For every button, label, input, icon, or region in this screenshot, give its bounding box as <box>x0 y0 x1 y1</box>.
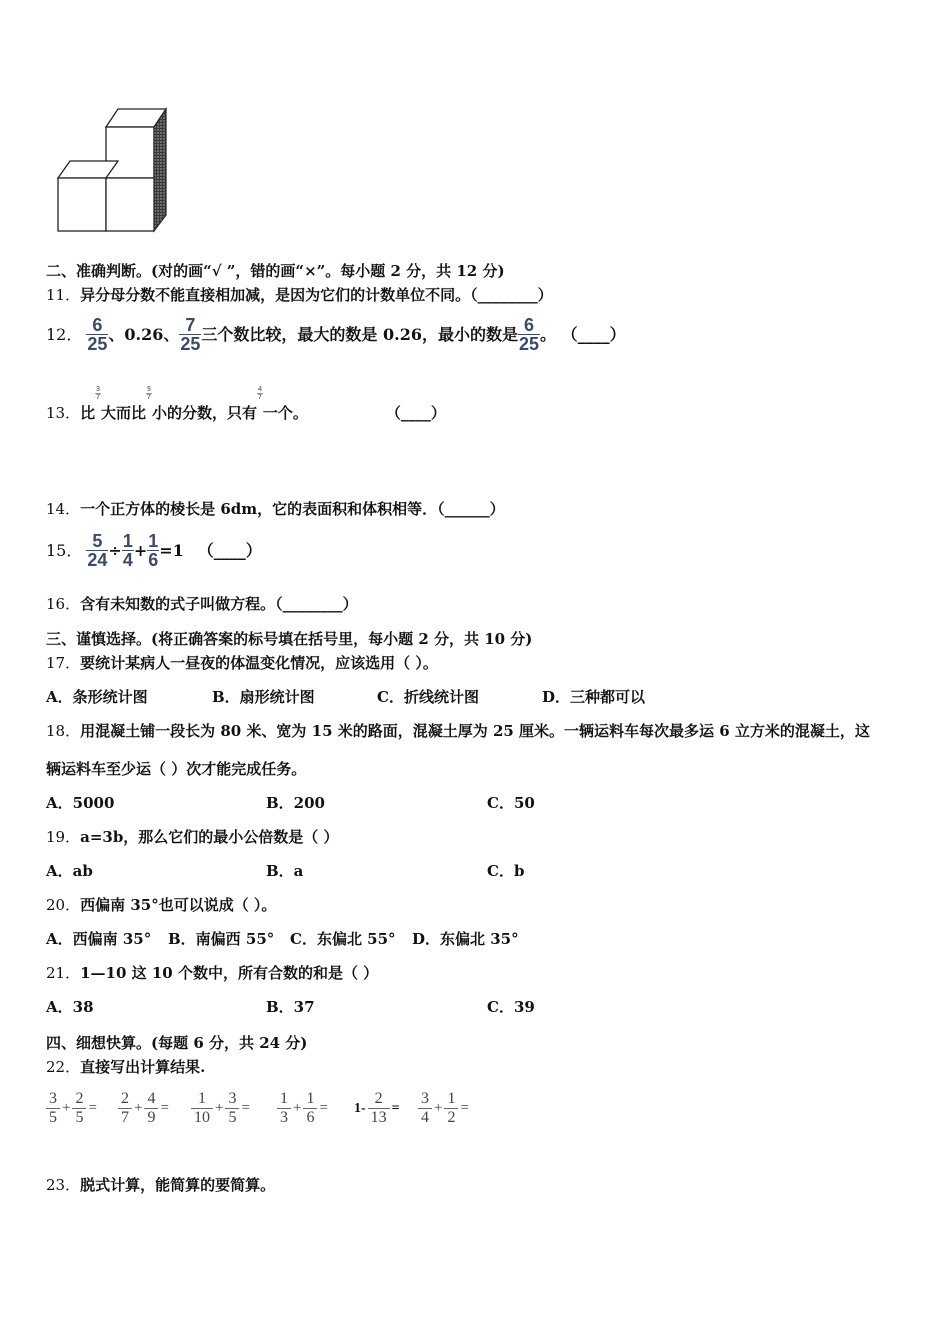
question-text: 1—10 这 10 个数中，所有合数的和是（ ） <box>80 964 379 982</box>
question-23 <box>46 1175 275 1195</box>
fraction: $\frac{3}{4}$ <box>418 1090 432 1127</box>
calc-expr-5 <box>352 1090 402 1127</box>
question-22 <box>46 1057 205 1077</box>
fraction: $\frac{1}{4}$ <box>122 531 133 570</box>
option-c[interactable]: C．折线统计图 <box>377 688 479 706</box>
question-number: 20． <box>46 896 81 914</box>
section-4-title: 四、细想快算。(每题 6 分，共 24 分) <box>46 1034 308 1052</box>
option-a[interactable]: A．5000 <box>46 794 115 812</box>
option-a[interactable]: A．ab <box>46 862 93 880</box>
equals-sign: = <box>241 1100 250 1116</box>
question-18 <box>46 721 870 741</box>
section-2-title: 二、准确判断。(对的画“√ ”，错的画“×”。每小题 2 分，共 12 分) <box>46 262 505 280</box>
option-c[interactable]: C．东偏北 55° <box>290 930 396 948</box>
question-text: 三个数比较，最大的数是 0.26，最小的数是 <box>201 324 518 344</box>
question-text: 要统计某病人一昼夜的体温变化情况，应该选用（ ）。 <box>80 654 438 672</box>
option-b[interactable]: B．扇形统计图 <box>212 688 315 706</box>
fraction: $\frac{7}{25}$ <box>180 315 201 354</box>
question-number: 23． <box>46 1176 81 1194</box>
question-15 <box>46 532 262 569</box>
fraction: $\frac{6}{25}$ <box>87 315 108 354</box>
question-19 <box>46 827 339 847</box>
question-text: 比 <box>80 404 96 422</box>
calc-expr-4 <box>277 1090 330 1127</box>
equals-sign: = <box>391 1100 400 1116</box>
option-a[interactable]: A．西偏南 35° <box>46 930 152 948</box>
question-number: 17． <box>46 654 81 672</box>
fraction: $\frac{2}{13}$ <box>368 1090 390 1127</box>
faded-fraction: $\frac{3}{7}$ <box>96 386 101 401</box>
question-number: 18． <box>46 722 81 740</box>
question-number: 19． <box>46 828 81 846</box>
question-number: 11． <box>46 286 81 304</box>
question-text: 大而比 <box>101 404 147 422</box>
question-12 <box>46 316 626 353</box>
fraction: $\frac{3}{5}$ <box>46 1090 60 1127</box>
question-number: 12． <box>46 324 83 344</box>
calc-expr-1 <box>46 1090 99 1127</box>
question-text: =1 <box>159 540 184 560</box>
question-number: 16． <box>46 595 81 613</box>
question-text: 一个。 <box>262 404 308 422</box>
question-text: 脱式计算，能简算的要简算。 <box>80 1176 276 1194</box>
equals-sign: = <box>460 1100 469 1116</box>
answer-paren: （____） <box>385 404 446 422</box>
calc-expr-2 <box>118 1090 171 1127</box>
fraction: $\frac{1}{3}$ <box>277 1090 291 1127</box>
fraction: $\frac{1}{2}$ <box>444 1090 458 1127</box>
question-number: 21． <box>46 964 81 982</box>
fraction: $\frac{6}{25}$ <box>518 315 539 354</box>
option-b[interactable]: B．南偏西 55° <box>168 930 275 948</box>
option-c[interactable]: C．50 <box>487 794 535 812</box>
question-text: 异分母分数不能直接相加减，是因为它们的计数单位不同。（________） <box>80 286 553 304</box>
question-number: 13． <box>46 404 81 422</box>
question-18-line-2: 辆运料车至少运（ ）次才能完成任务。 <box>46 760 307 778</box>
question-number: 15． <box>46 540 83 560</box>
option-b[interactable]: B．37 <box>266 998 315 1016</box>
equals-sign: = <box>88 1100 97 1116</box>
cube-stack-figure <box>55 105 170 235</box>
option-d[interactable]: D．东偏北 35° <box>412 930 519 948</box>
option-a[interactable]: A．38 <box>46 998 94 1016</box>
question-text: 含有未知数的式子叫做方程。（________） <box>80 595 358 613</box>
operator: + <box>434 1100 443 1116</box>
question-text: a=3b，那么它们的最小公倍数是（ ） <box>80 828 339 846</box>
option-c[interactable]: C．b <box>487 862 525 880</box>
calc-expr-6 <box>418 1090 471 1127</box>
faded-fraction: $\frac{5}{7}$ <box>147 386 151 401</box>
fraction: $\frac{2}{7}$ <box>118 1090 132 1127</box>
operator: + <box>134 1100 143 1116</box>
question-text: 一个正方体的棱长是 6dm，它的表面积和体积相等．（______） <box>80 500 505 518</box>
operator: + <box>133 540 148 560</box>
question-14 <box>46 499 505 519</box>
question-21 <box>46 963 378 983</box>
faded-fraction: $\frac{4}{7}$ <box>257 386 262 401</box>
question-13 <box>46 386 446 423</box>
question-text: 、0.26、 <box>108 324 180 344</box>
question-11 <box>46 285 553 305</box>
question-text: 直接写出计算结果. <box>80 1058 206 1076</box>
option-d[interactable]: D．三种都可以 <box>542 688 646 706</box>
question-17 <box>46 653 438 673</box>
fraction: $\frac{1}{10}$ <box>191 1090 213 1127</box>
fraction: $\frac{5}{24}$ <box>87 531 108 570</box>
operator: + <box>215 1100 224 1116</box>
answer-paren: （____） <box>197 540 262 560</box>
operator: + <box>62 1100 71 1116</box>
question-16 <box>46 594 358 614</box>
question-number: 22． <box>46 1058 81 1076</box>
operator: 1- <box>354 1100 366 1116</box>
equals-sign: = <box>319 1100 328 1116</box>
fraction: $\frac{4}{9}$ <box>144 1090 158 1127</box>
fraction: $\frac{3}{5}$ <box>225 1090 239 1127</box>
question-text: 西偏南 35°也可以说成（ ）。 <box>80 896 277 914</box>
question-20 <box>46 895 276 915</box>
equals-sign: = <box>160 1100 169 1116</box>
operator: + <box>293 1100 302 1116</box>
fraction: $\frac{1}{6}$ <box>303 1090 317 1127</box>
answer-paren: 。 （____） <box>540 324 626 344</box>
option-a[interactable]: A．条形统计图 <box>46 688 148 706</box>
operator: ÷ <box>108 540 122 560</box>
calc-expr-3 <box>191 1090 252 1127</box>
option-c[interactable]: C．39 <box>487 998 535 1016</box>
question-text: 小的分数，只有 <box>151 404 257 422</box>
question-number: 14． <box>46 500 81 518</box>
section-3-title: 三、谨慎选择。(将正确答案的标号填在括号里，每小题 2 分，共 10 分) <box>46 630 533 648</box>
fraction: $\frac{1}{6}$ <box>148 531 159 570</box>
question-text: 用混凝土铺一段长为 80 米、宽为 15 米的路面，混凝土厚为 25 厘米。一辆运料车每次最多运 6 立方米的混凝土，这 <box>80 722 870 740</box>
option-b[interactable]: B．200 <box>266 794 325 812</box>
fraction: $\frac{2}{5}$ <box>72 1090 86 1127</box>
option-b[interactable]: B．a <box>266 862 304 880</box>
